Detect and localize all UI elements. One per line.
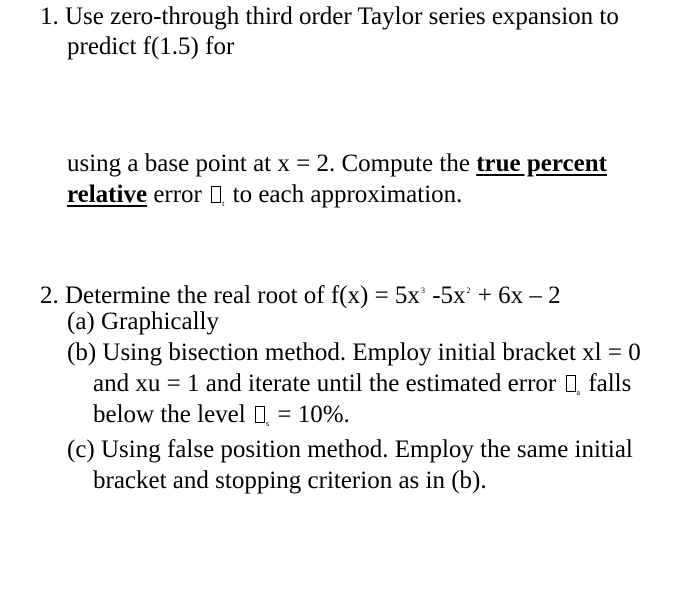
problem2-line1: 2. Determine the real root of $f(x) = 5x^3$ $-5x^2 + 6x - 2$: [40, 282, 561, 309]
true-percent-emphasis: true percent: [476, 150, 607, 177]
problem2-part-b-line2: and xu = 1 and iterate until the estimated error $_a$ falls: [93, 370, 632, 397]
problem1-line4: relative error $_t$ to each approximation.: [67, 181, 463, 208]
problem2-part-c-line2: bracket and stopping criterion as in (b).: [93, 467, 487, 494]
epsilon-placeholder-icon: [211, 186, 221, 203]
epsilon-placeholder-icon: [566, 375, 576, 392]
subscript-t: t: [222, 199, 225, 208]
subscript-s: s: [265, 419, 270, 428]
relative-emphasis: relative: [67, 181, 148, 208]
problem2-part-c-line1: (c) Using false position method. Employ the same initial: [67, 436, 633, 463]
problem1-line1: 1. Use zero-through third order Taylor series expansion to: [40, 3, 619, 30]
problem2-part-a: (a) Graphically: [67, 308, 220, 335]
exponent-2: 2: [466, 286, 471, 295]
problem2-part-b-line1: (b) Using bisection method. Employ initial bracket xl = 0: [67, 339, 641, 366]
exponent-3: 3: [420, 286, 425, 295]
problem1-line3: using a base point at x = 2. Compute the true percent: [67, 150, 607, 177]
problem2-part-b-line3: below the level $_s$ = 10%.: [93, 401, 350, 428]
subscript-a: a: [576, 388, 581, 397]
problem1-line2: predict f(1.5) for: [67, 33, 235, 60]
epsilon-placeholder-icon: [255, 406, 265, 423]
